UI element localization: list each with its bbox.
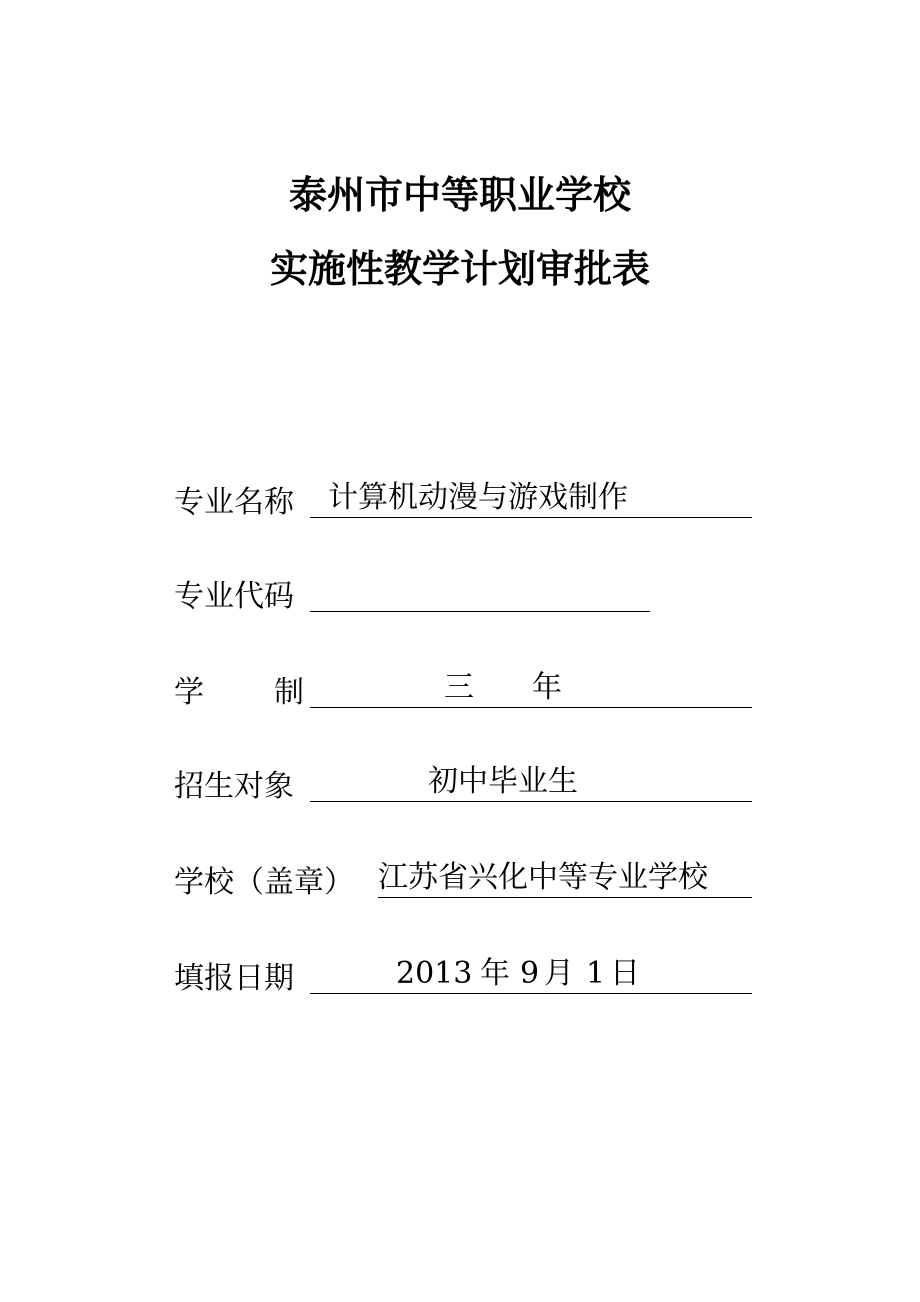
fill-date-field[interactable] bbox=[310, 953, 752, 994]
major-code-row bbox=[174, 568, 754, 612]
major-name-label: 专业名称 bbox=[174, 485, 294, 520]
fill-date-month: 9 bbox=[520, 956, 540, 991]
fill-date-day-unit: 日 bbox=[610, 956, 640, 991]
enrollment-field[interactable] bbox=[310, 761, 752, 802]
major-name-row bbox=[174, 474, 754, 518]
fill-date-label: 填报日期 bbox=[174, 961, 294, 996]
fill-date-day: 1 bbox=[586, 956, 606, 991]
duration-label-char-2: 制 bbox=[274, 675, 304, 710]
school-field[interactable] bbox=[378, 857, 752, 898]
major-code-label: 专业代码 bbox=[174, 579, 294, 614]
school-label: 学校（盖章） bbox=[174, 865, 354, 900]
duration-value-unit: 年 bbox=[532, 670, 562, 705]
duration-label-char-1: 学 bbox=[174, 675, 204, 710]
fill-date-year-unit: 年 bbox=[480, 956, 510, 991]
duration-field[interactable] bbox=[310, 667, 752, 708]
school-row bbox=[174, 854, 754, 898]
school-value: 江苏省兴化中等专业学校 bbox=[378, 860, 708, 895]
fill-date-month-unit: 月 bbox=[544, 956, 574, 991]
major-code-field[interactable] bbox=[310, 571, 650, 612]
duration-row bbox=[174, 664, 754, 708]
enrollment-label: 招生对象 bbox=[174, 769, 294, 804]
fill-date-row bbox=[174, 950, 754, 994]
major-name-value: 计算机动漫与游戏制作 bbox=[328, 480, 628, 515]
major-name-field[interactable] bbox=[310, 477, 752, 518]
document-title-line-2: 实施性教学计划审批表 bbox=[269, 246, 650, 291]
document-title-line-1: 泰州市中等职业学校 bbox=[288, 172, 631, 217]
duration-value-number: 三 bbox=[444, 670, 474, 705]
fill-date-year: 2013 bbox=[396, 956, 473, 991]
enrollment-value: 初中毕业生 bbox=[428, 764, 578, 799]
enrollment-row bbox=[174, 758, 754, 802]
